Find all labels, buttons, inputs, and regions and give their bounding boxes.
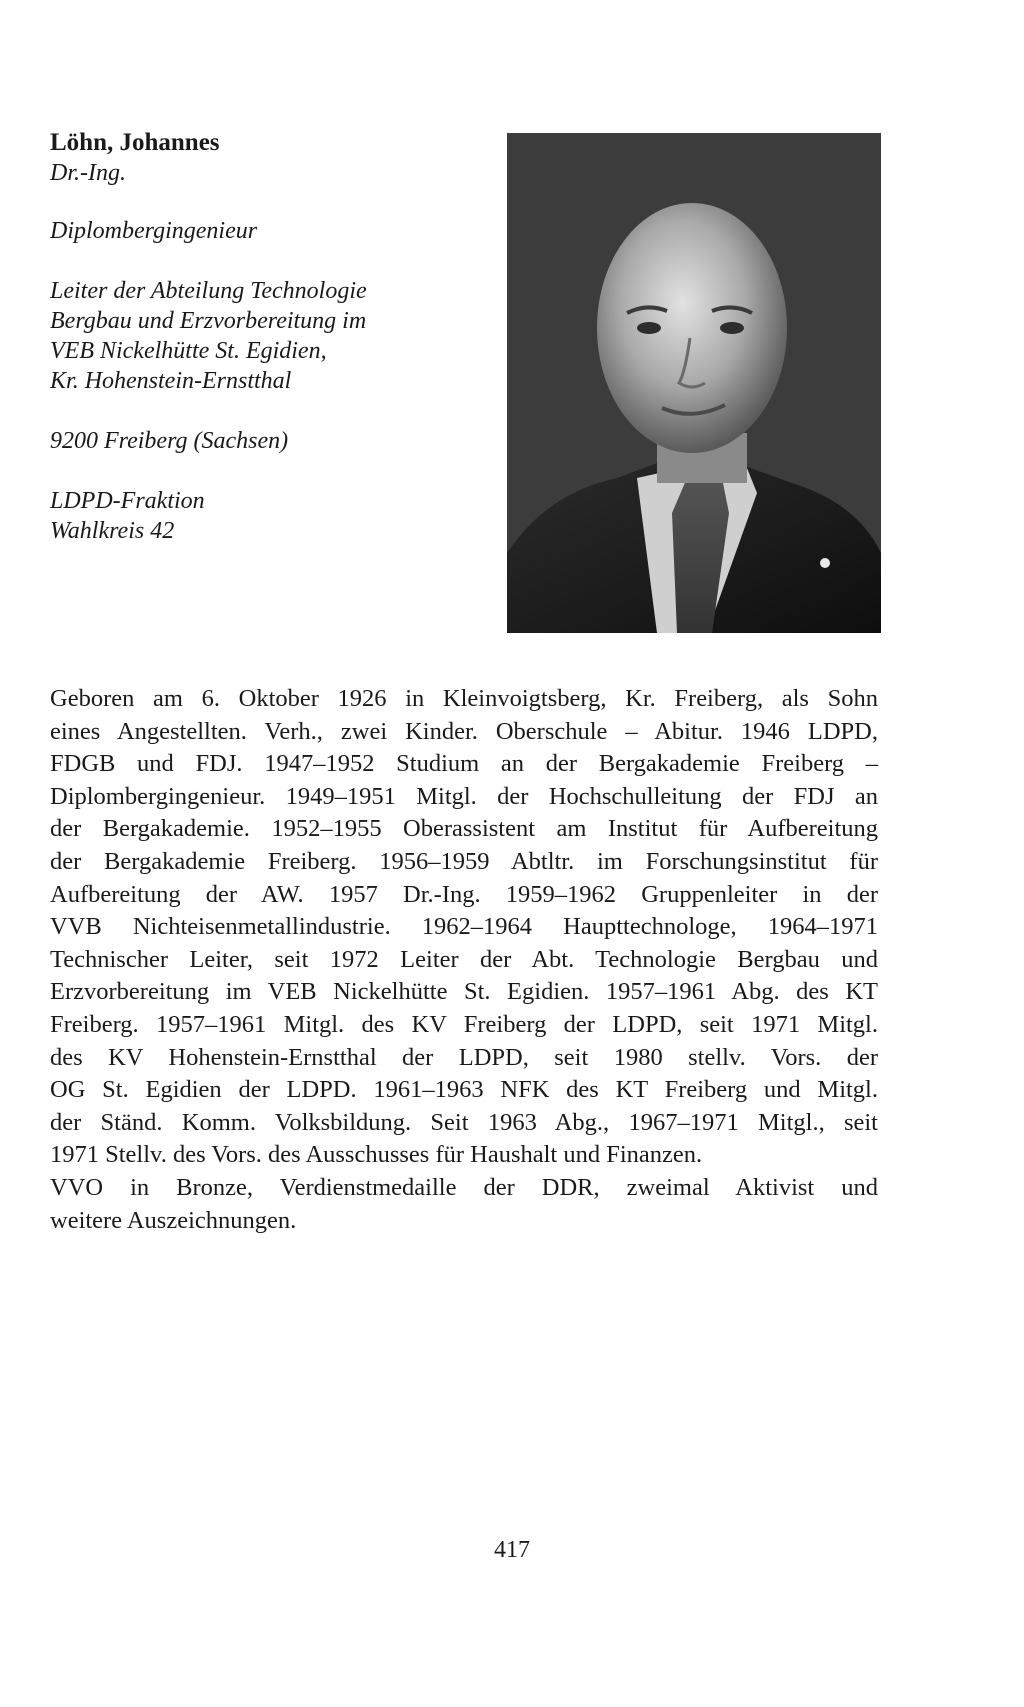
portrait-photo bbox=[507, 133, 881, 633]
bio-line: des KV Hohenstein-Ernstthal der LDPD, seit 1980 stellv. Vors. der bbox=[50, 1043, 878, 1071]
bio-line: eines Angestellten. Verh., zwei Kinder. Oberschule – Abitur. 1946 LDPD, bbox=[50, 717, 878, 745]
bio-line: VVB Nichteisenmetallindustrie. 1962–1964 Haupttechnologe, 1964–1971 bbox=[50, 913, 878, 941]
biography bbox=[50, 683, 878, 1237]
awards-line: VVO in Bronze, Verdienstmedaille der DDR, zweimal Aktivist und bbox=[50, 1173, 878, 1201]
address: 9200 Freiberg (Sachsen) bbox=[50, 428, 289, 454]
faction: LDPD-Fraktion bbox=[50, 488, 205, 514]
awards-line: weitere Auszeichnungen. bbox=[50, 1206, 297, 1234]
page-number: 417 bbox=[494, 1537, 530, 1563]
constituency: Wahlkreis 42 bbox=[50, 518, 175, 544]
bio-line: Freiberg. 1957–1961 Mitgl. des KV Freiberg der LDPD, seit 1971 Mitgl. bbox=[50, 1010, 878, 1038]
bio-line: OG St. Egidien der LDPD. 1961–1963 NFK des KT Freiberg und Mitgl. bbox=[50, 1076, 878, 1104]
bio-line: Erzvorbereitung im VEB Nickelhütte St. Egidien. 1957–1961 Abg. des KT bbox=[50, 978, 878, 1006]
position-line: Leiter der Abteilung Technologie bbox=[50, 278, 367, 304]
position-line: VEB Nickelhütte St. Egidien, bbox=[50, 338, 327, 364]
bio-line: Technischer Leiter, seit 1972 Leiter der Abt. Technologie Bergbau und bbox=[50, 945, 878, 973]
bio-line: der Bergakademie. 1952–1955 Oberassistent am Institut für Aufbereitung bbox=[50, 815, 878, 843]
bio-line: der Ständ. Komm. Volksbildung. Seit 1963 Abg., 1967–1971 Mitgl., seit bbox=[50, 1108, 878, 1136]
bio-line: Geboren am 6. Oktober 1926 in Kleinvoigtsberg, Kr. Freiberg, als Sohn bbox=[50, 685, 878, 712]
bio-line: 1971 Stellv. des Vors. des Ausschusses für Haushalt und Finanzen. bbox=[50, 1141, 703, 1169]
entry-header bbox=[50, 128, 490, 546]
position-block bbox=[50, 276, 490, 396]
person-name: Löhn, Johannes bbox=[50, 129, 220, 156]
faction-block bbox=[50, 486, 490, 546]
position-line: Kr. Hohenstein-Ernstthal bbox=[50, 368, 292, 394]
portrait-illustration bbox=[507, 133, 881, 633]
bio-line: der Bergakademie Freiberg. 1956–1959 Abtltr. im Forschungsinstitut für bbox=[50, 847, 878, 875]
bio-line: Diplombergingenieur. 1949–1951 Mitgl. der Hochschulleitung der FDJ an bbox=[50, 782, 878, 810]
bio-line: Aufbereitung der AW. 1957 Dr.-Ing. 1959–1962 Gruppenleiter in der bbox=[50, 880, 878, 908]
position-line: Bergbau und Erzvorbereitung im bbox=[50, 308, 367, 334]
profession: Diplombergingenieur bbox=[50, 218, 258, 244]
bio-line: FDGB und FDJ. 1947–1952 Studium an der Bergakademie Freiberg – bbox=[50, 750, 878, 778]
academic-title: Dr.-Ing. bbox=[50, 160, 126, 186]
